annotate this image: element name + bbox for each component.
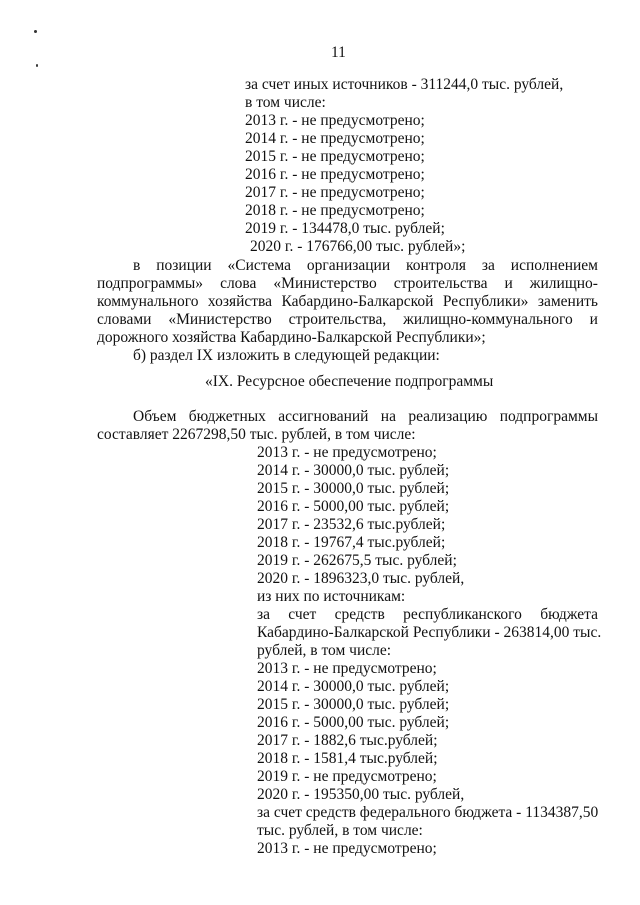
paragraph-line: за счет средств федерального бюджета - 1134387,50 bbox=[257, 804, 599, 821]
scan-speck bbox=[34, 30, 37, 33]
word: реализацию bbox=[408, 408, 488, 425]
text-line: из них по источникам: bbox=[257, 588, 406, 605]
word: исполнением bbox=[510, 257, 598, 274]
word: за bbox=[257, 606, 271, 623]
paragraph-line: дорожного хозяйства Кабардино-Балкарской Республики»; bbox=[97, 329, 486, 346]
text-line: 2016 г. - 5000,00 тыс. рублей; bbox=[257, 498, 450, 515]
word: Объем bbox=[133, 408, 177, 425]
text-line: 2018 г. - 19767,4 тыс.рублей; bbox=[257, 534, 446, 551]
section-heading: «IX. Ресурсное обеспечение подпрограммы bbox=[205, 373, 494, 390]
text-line: 2014 г. - 30000,0 тыс. рублей; bbox=[257, 678, 450, 695]
text-line: 2020 г. - 195350,00 тыс. рублей, bbox=[257, 786, 465, 803]
page-number: 11 bbox=[331, 44, 346, 61]
word: подпрограммы» bbox=[97, 275, 204, 292]
word: позиции bbox=[156, 257, 212, 274]
word: Кабардино-Балкарской bbox=[281, 293, 434, 310]
text-line: 2016 г. - 5000,00 тыс. рублей; bbox=[257, 714, 450, 731]
word: ассигнований bbox=[278, 408, 369, 425]
text-line: 2014 г. - 30000,0 тыс. рублей; bbox=[257, 462, 450, 479]
word: словами bbox=[97, 311, 152, 328]
text-line: 2013 г. - не предусмотрено; bbox=[257, 444, 437, 461]
text-line: 2016 г. - не предусмотрено; bbox=[245, 166, 425, 183]
paragraph-line bbox=[97, 311, 598, 329]
paragraph-line: Кабардино-Балкарской Республики - 263814,00 тыс. bbox=[257, 624, 602, 641]
scan-speck bbox=[36, 64, 38, 67]
word: «Министерство bbox=[273, 275, 377, 292]
text-line: 2014 г. - не предусмотрено; bbox=[245, 130, 425, 147]
text-line: 2019 г. - 134478,0 тыс. рублей; bbox=[245, 220, 445, 237]
text-line: 2017 г. - не предусмотрено; bbox=[245, 184, 425, 201]
paragraph-line: тыс. рублей, в том числе: bbox=[257, 822, 423, 839]
word: республиканского bbox=[403, 606, 522, 623]
paragraph-line: составляет 2267298,50 тыс. рублей, в том числе: bbox=[97, 426, 416, 443]
text-line: за счет иных источников - 311244,0 тыс. рублей, bbox=[245, 76, 564, 93]
word: за bbox=[481, 257, 495, 274]
text-line: в том числе: bbox=[245, 94, 326, 111]
text-line: 2015 г. - не предусмотрено; bbox=[245, 148, 425, 165]
paragraph-line bbox=[133, 408, 598, 426]
text-line: 2013 г. - не предусмотрено; bbox=[257, 840, 437, 857]
text-line: 2018 г. - не предусмотрено; bbox=[245, 202, 425, 219]
word: Республики» bbox=[442, 293, 529, 310]
text-line: 2015 г. - 30000,0 тыс. рублей; bbox=[257, 480, 450, 497]
word: жилищно-коммунального bbox=[403, 311, 573, 328]
word: «Министерство bbox=[168, 311, 272, 328]
paragraph-line bbox=[257, 606, 598, 624]
word: и bbox=[504, 275, 513, 292]
word: и bbox=[589, 311, 598, 328]
text-line: 2013 г. - не предусмотрено; bbox=[245, 112, 425, 129]
word: счет bbox=[288, 606, 317, 623]
word: хозяйства bbox=[207, 293, 273, 310]
text-line: 2013 г. - не предусмотрено; bbox=[257, 660, 437, 677]
word: контроля bbox=[406, 257, 466, 274]
paragraph-line: рублей, в том числе: bbox=[257, 642, 392, 659]
word: бюджетных bbox=[188, 408, 266, 425]
word: на bbox=[380, 408, 396, 425]
word: заменить bbox=[537, 293, 598, 310]
word: слова bbox=[220, 275, 257, 292]
text-line: 2015 г. - 30000,0 тыс. рублей; bbox=[257, 696, 450, 713]
word: коммунального bbox=[97, 293, 199, 310]
text-line: 2020 г. - 1896323,0 тыс. рублей, bbox=[257, 570, 465, 587]
text-line: 2019 г. - 262675,5 тыс. рублей; bbox=[257, 552, 457, 569]
paragraph-line bbox=[133, 257, 598, 275]
word: в bbox=[133, 257, 141, 274]
word: строительства, bbox=[288, 311, 387, 328]
text-line: 2017 г. - 23532,6 тыс.рублей; bbox=[257, 516, 446, 533]
word: организации bbox=[306, 257, 391, 274]
word: «Система bbox=[227, 257, 291, 274]
word: подпрограммы bbox=[499, 408, 598, 425]
item-b: б) раздел IX изложить в следующей редакции: bbox=[133, 347, 440, 364]
text-line: 2020 г. - 176766,00 тыс. рублей»; bbox=[250, 238, 466, 255]
word: жилищно- bbox=[529, 275, 598, 292]
paragraph-line bbox=[97, 275, 598, 293]
text-line: 2018 г. - 1581,4 тыс.рублей; bbox=[257, 750, 438, 767]
word: строительства bbox=[393, 275, 488, 292]
text-line: 2019 г. - не предусмотрено; bbox=[257, 768, 437, 785]
paragraph-line bbox=[97, 293, 598, 311]
word: средств bbox=[334, 606, 385, 623]
word: бюджета bbox=[540, 606, 598, 623]
text-line: 2017 г. - 1882,6 тыс.рублей; bbox=[257, 732, 438, 749]
